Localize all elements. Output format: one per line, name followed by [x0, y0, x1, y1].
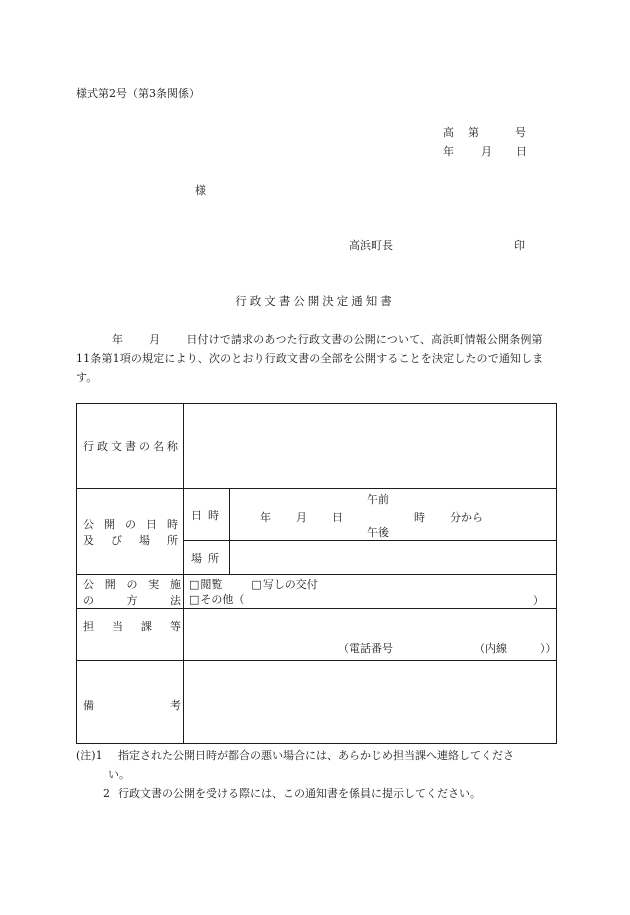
sender-name: 高浜町長: [349, 239, 393, 252]
body-text: 日付けで請求のあつた行政文書の公開について、高浜町情報公開条例第11条第1項の規定により、次のとおり行政文書の全部を公開することを決定したので通知します。: [76, 333, 544, 384]
document-name-label: 行政文書の名称: [77, 404, 184, 489]
doc-code-prefix: 高: [443, 126, 454, 139]
dept-label: 担 当 課 等: [77, 609, 184, 661]
date-year: 年: [443, 145, 454, 158]
place-sublabel: 場 所: [184, 541, 230, 575]
doc-code-dai: 第: [468, 126, 479, 139]
body-year: 年: [112, 333, 124, 346]
form-number: 様式第2号（第3条関係）: [76, 87, 200, 100]
dt-minute-from: 分から: [450, 511, 483, 524]
dt-pm: 午後: [367, 526, 389, 539]
dt-am: 午前: [367, 493, 389, 506]
datetime-sublabel: 日 時: [184, 489, 230, 541]
document-name-field[interactable]: [184, 404, 557, 489]
dept-field[interactable]: [184, 609, 557, 661]
note-2-text: 行政文書の公開を受ける際には、この通知書を係員に提示してください。: [118, 787, 481, 800]
note-1: (注)1 指定された公開日時が都合の悪い場合には、あらかじめ担当課へ連絡してくださ: [76, 746, 558, 765]
body-month: 月: [149, 333, 161, 346]
checkbox-other[interactable]: □その他（: [189, 592, 245, 606]
method-label: 公 開 の 実 施 の 方 法: [77, 575, 184, 609]
method-field: [184, 575, 557, 609]
label-line-1: 公 開 の 日 時: [83, 517, 178, 531]
note-1-text: 指定された公開日時が都合の悪い場合には、あらかじめ担当課へ連絡してくださ: [118, 749, 514, 762]
seal-mark: 印: [514, 239, 525, 252]
notice-body: [76, 330, 556, 387]
extension-close: ））: [540, 642, 557, 655]
note-1-cont: い。: [108, 768, 130, 781]
date-month: 月: [481, 145, 492, 158]
remarks-field[interactable]: [184, 661, 557, 744]
label-line-2: 及 び 場 所: [83, 533, 178, 547]
remarks-label: 備 考: [77, 661, 184, 744]
place-field[interactable]: [230, 541, 557, 575]
date-day: 日: [516, 145, 527, 158]
notes-section: [76, 746, 558, 803]
addressee-suffix: 様: [195, 184, 206, 197]
notice-form-table: [76, 403, 557, 744]
dt-day: 日: [332, 511, 343, 524]
doc-code-go: 号: [515, 126, 526, 139]
method-other-close: ）: [533, 594, 544, 607]
datetime-place-label: [77, 489, 184, 575]
note-2: 2 行政文書の公開を受ける際には、この通知書を係員に提示してください。: [76, 784, 558, 803]
datetime-field[interactable]: [230, 489, 557, 541]
checkbox-copy[interactable]: □写しの交付: [251, 577, 318, 591]
checkbox-view[interactable]: □閲覧: [189, 577, 223, 591]
dt-hour: 時: [414, 511, 425, 524]
extension-label: （内線: [474, 642, 507, 655]
phone-label: （電話番号: [338, 642, 393, 655]
document-title: 行政文書公開決定通知書: [235, 294, 395, 308]
dt-month: 月: [296, 511, 307, 524]
dt-year: 年: [260, 511, 271, 524]
